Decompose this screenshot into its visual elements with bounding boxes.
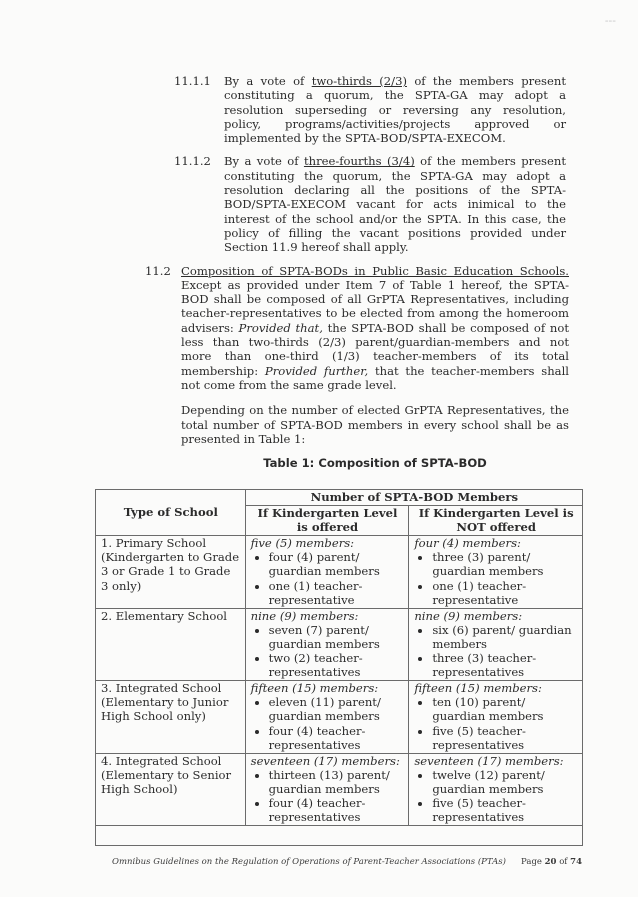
header-kinder-not-offered: If Kindergarten Level is NOT offered: [409, 506, 583, 536]
section-11-1-2: 11.1.2 By a vote of three-fourths (3/4) of the members present constituting the quorum, the SPTA-GA may adopt a resolution declaring all the positions of the SPTA-BOD/SPTA-EXECOM vacant for acts inimical to the interest of the school and/or the SPTA. In this case, the policy of filling the vacant positions provided under Section 11.9 hereof shall apply.: [174, 154, 566, 255]
header-number-of-members: Number of SPTA-BOD Members: [245, 490, 582, 506]
composition-table: [95, 489, 583, 846]
kinder-cell: nine (9) members: • seven (7) parent/ guardian members • two (2) teacher-representatives: [245, 608, 409, 680]
table-row: [96, 536, 583, 608]
page-number: Page 20 of 74: [521, 857, 582, 867]
underlined-term: three-fourths (3/4): [303, 154, 415, 169]
section-number: 11.2: [145, 263, 171, 278]
section-number: 11.1.2: [174, 154, 211, 169]
no-kinder-cell: seventeen (17) members: • twelve (12) parent/ guardian members • five (5) teacher-representatives: [409, 753, 583, 825]
section-11-2: 11.2 Composition of SPTA-BODs in Public Basic Education Schools. Except as provided under Item 7 of Table 1 hereof, the SPTA-BOD shall be composed of all GrPTA Representatives, including teacher-representatives to be elected from among the homeroom advisers: Provided that, the SPTA-BOD shall be composed of not less than two-thirds (2/3) parent/guardian-members and not more than one-third (1/3) teacher-members of its total membership: Provided further, that the teacher-members shall not come from the same grade level.: [145, 263, 569, 392]
no-kinder-cell: four (4) members: • three (3) parent/ guardian members • one (1) teacher-representative: [409, 536, 583, 608]
page-footer: [112, 857, 582, 867]
header-type-of-school: Type of School: [96, 490, 246, 536]
document-body: [97, 74, 569, 470]
school-type-cell: 4. Integrated School (Elementary to Senior High School): [96, 753, 246, 825]
school-type-cell: 3. Integrated School (Elementary to Junior High School only): [96, 681, 246, 753]
table-row-empty: [96, 826, 583, 846]
section-number: 11.1.1: [174, 74, 211, 88]
table-caption: Table 1: Composition of SPTA-BOD: [263, 456, 487, 471]
school-type-cell: 2. Elementary School: [96, 608, 246, 680]
header-kinder-offered: If Kindergarten Level is offered: [245, 506, 409, 536]
table-row: [96, 681, 583, 753]
kinder-cell: fifteen (15) members: • eleven (11) parent/ guardian members • four (4) teacher-representatives: [245, 681, 409, 753]
section-11-1-1: 11.1.1 By a vote of two-thirds (2/3) of the members present constituting a quorum, the SPTA-GA may adopt a resolution superseding or reversing any resolution, policy, programs/activities/projects approved or implemented by the SPTA-BOD/SPTA-EXECOM.: [174, 74, 566, 146]
no-kinder-cell: fifteen (15) members: • ten (10) parent/ guardian members • five (5) teacher-representatives: [409, 681, 583, 753]
table-row: [96, 753, 583, 825]
school-type-cell: 1. Primary School (Kindergarten to Grade 3 or Grade 1 to Grade 3 only): [96, 536, 246, 608]
footer-title: Omnibus Guidelines on the Regulation of Operations of Parent-Teacher Associations (PTAs): [112, 857, 506, 867]
table-row: [96, 608, 583, 680]
section-heading: Composition of SPTA-BODs in Public Basic Education Schools.: [181, 263, 569, 278]
underlined-term: two-thirds (2/3): [311, 74, 407, 88]
kinder-cell: seventeen (17) members: • thirteen (13) parent/ guardian members • four (4) teacher-representatives: [245, 753, 409, 825]
page-corner-mark: ---: [604, 14, 616, 27]
table-intro-paragraph: Depending on the number of elected GrPTA Representatives, the total number of SPTA-BOD members in every school shall be as presented in Table 1:: [181, 403, 569, 446]
no-kinder-cell: nine (9) members: • six (6) parent/ guardian members • three (3) teacher-representatives: [409, 608, 583, 680]
kinder-cell: five (5) members: • four (4) parent/ guardian members • one (1) teacher-representative: [245, 536, 409, 608]
